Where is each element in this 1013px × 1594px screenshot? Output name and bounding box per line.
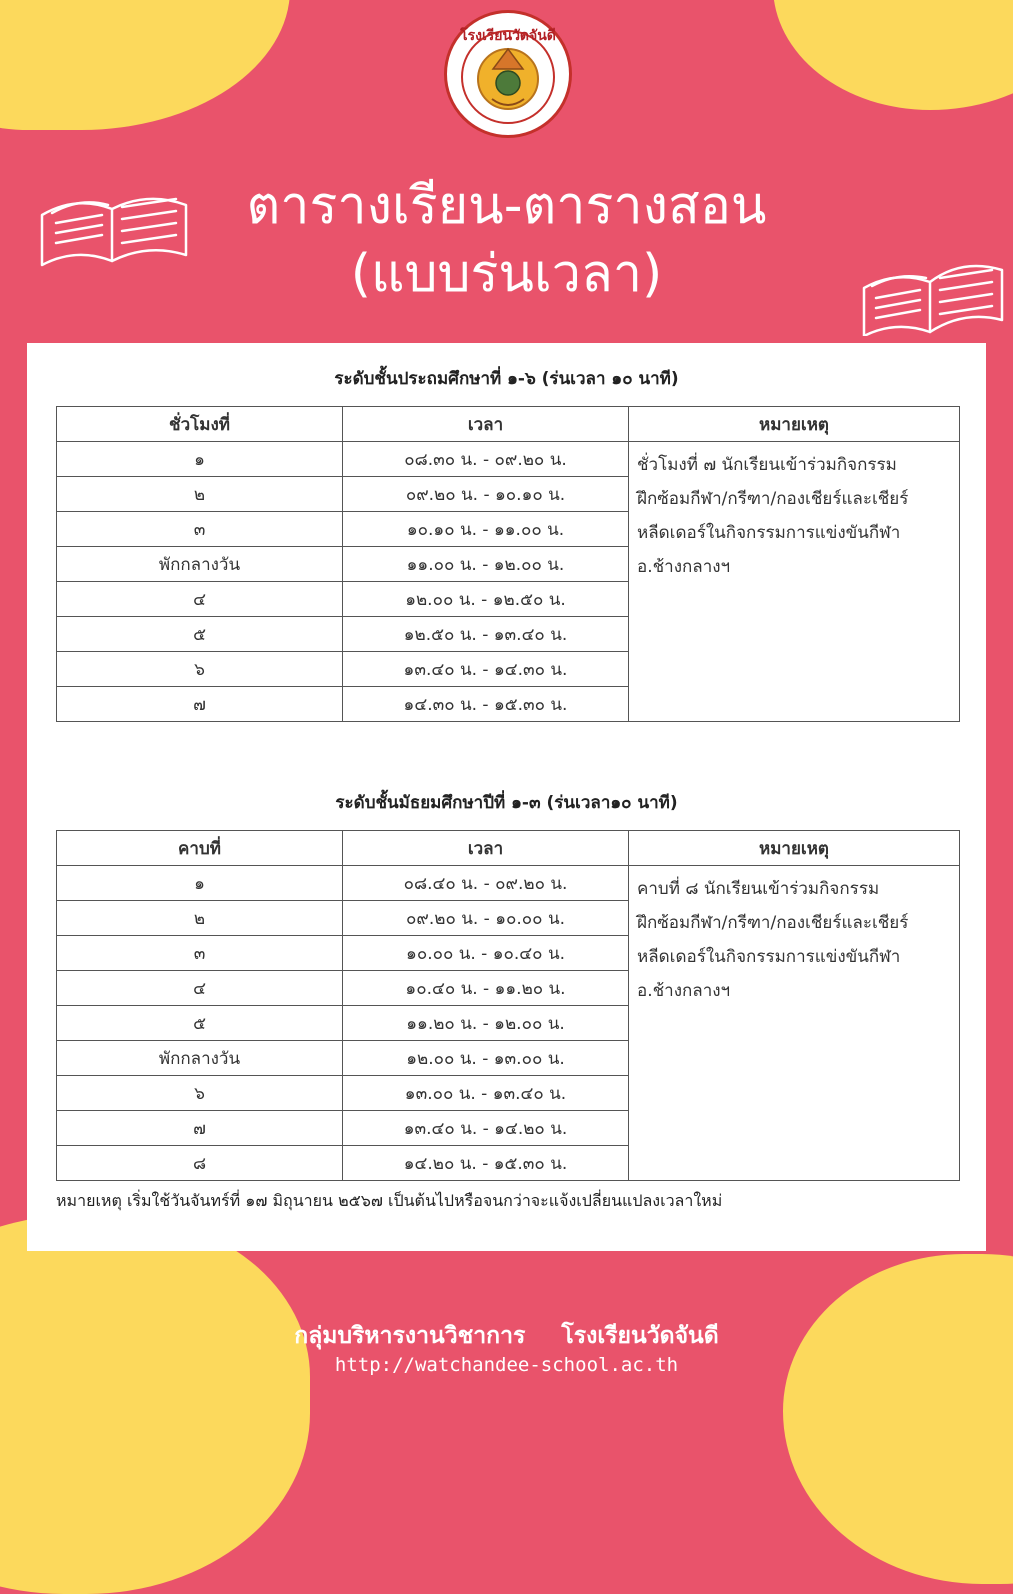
time-cell: ๐๘.๔๐ น. - ๐๙.๒๐ น. (343, 866, 629, 901)
footer-url-link[interactable]: http://watchandee-school.ac.th (334, 1354, 679, 1376)
column-header-time: เวลา (343, 831, 629, 866)
decor-blob-bottom-left (0, 1214, 310, 1594)
period-cell: ๓ (57, 512, 343, 547)
time-cell: ๑๒.๐๐ น. - ๑๓.๐๐ น. (343, 1041, 629, 1076)
period-cell: ๕ (57, 617, 343, 652)
footnote: หมายเหตุ เริ่มใช้วันจันทร์ที่ ๑๗ มิถุนายน ๒๕๖๗ เป็นต้นไปหรือจนกว่าจะแจ้งเปลี่ยนแปลงเวลาใหม่ (56, 1191, 723, 1210)
time-cell: ๑๐.๔๐ น. - ๑๑.๒๐ น. (343, 971, 629, 1006)
period-cell: ๖ (57, 652, 343, 687)
period-cell: ๔ (57, 971, 343, 1006)
decor-blob-top-right (773, 0, 1013, 110)
table-header-row (57, 407, 960, 442)
period-cell: ๔ (57, 582, 343, 617)
remark-line: ชั่วโมงที่ ๗ นักเรียนเข้าร่วมกิจกรรม (637, 455, 897, 475)
time-cell: ๐๙.๒๐ น. - ๑๐.๑๐ น. (343, 477, 629, 512)
remark-line: ฝึกซ้อมกีฬา/กรีฑา/กองเชียร์และเชียร์ (637, 489, 909, 509)
period-cell: พักกลางวัน (57, 547, 343, 582)
decor-blob-top-left (0, 0, 290, 130)
remark-line: อ.ช้างกลางฯ (637, 557, 731, 577)
time-cell: ๐๘.๓๐ น. - ๐๙.๒๐ น. (343, 442, 629, 477)
remark-cell (629, 442, 960, 722)
remark-line: หลีดเดอร์ในกิจกรรมการแข่งขันกีฬา (637, 947, 901, 967)
time-cell: ๑๓.๔๐ น. - ๑๔.๓๐ น. (343, 652, 629, 687)
period-cell: พักกลางวัน (57, 1041, 343, 1076)
time-cell: ๑๒.๐๐ น. - ๑๒.๕๐ น. (343, 582, 629, 617)
footer-department: กลุ่มบริหารงานวิชาการ (294, 1323, 526, 1349)
time-cell: ๑๓.๔๐ น. - ๑๔.๒๐ น. (343, 1111, 629, 1146)
column-header-time: เวลา (343, 407, 629, 442)
period-cell: ๗ (57, 1111, 343, 1146)
secondary-heading: ระดับชั้นมัธยมศึกษาปีที่ ๑-๓ (ร่นเวลา๑๐ นาที) (335, 793, 678, 813)
time-cell: ๑๑.๒๐ น. - ๑๒.๐๐ น. (343, 1006, 629, 1041)
time-cell: ๑๓.๐๐ น. - ๑๓.๔๐ น. (343, 1076, 629, 1111)
time-cell: ๐๙.๒๐ น. - ๑๐.๐๐ น. (343, 901, 629, 936)
time-cell: ๑๐.๐๐ น. - ๑๐.๔๐ น. (343, 936, 629, 971)
secondary-schedule-table (56, 830, 960, 1181)
period-cell: ๖ (57, 1076, 343, 1111)
period-cell: ๒ (57, 901, 343, 936)
table-row (57, 866, 960, 901)
time-cell: ๑๔.๓๐ น. - ๑๕.๓๐ น. (343, 687, 629, 722)
column-header-period: คาบที่ (57, 831, 343, 866)
page-title-line-1: ตารางเรียน-ตารางสอน (246, 176, 767, 236)
remark-line: คาบที่ ๘ นักเรียนเข้าร่วมกิจกรรม (637, 879, 880, 899)
decor-blob-bottom-right (783, 1254, 1013, 1584)
period-cell: ๓ (57, 936, 343, 971)
table-row (57, 442, 960, 477)
footer-organization (0, 1318, 1013, 1354)
column-header-remark: หมายเหตุ (629, 831, 960, 866)
period-cell: ๑ (57, 866, 343, 901)
period-cell: ๒ (57, 477, 343, 512)
remark-line: ฝึกซ้อมกีฬา/กรีฑา/กองเชียร์และเชียร์ (637, 913, 909, 933)
time-cell: ๑๑.๐๐ น. - ๑๒.๐๐ น. (343, 547, 629, 582)
primary-heading: ระดับชั้นประถมศึกษาที่ ๑-๖ (ร่นเวลา ๑๐ นาที) (334, 369, 679, 389)
column-header-period: ชั่วโมงที่ (57, 407, 343, 442)
time-cell: ๑๒.๕๐ น. - ๑๓.๔๐ น. (343, 617, 629, 652)
time-cell: ๑๔.๒๐ น. - ๑๕.๓๐ น. (343, 1146, 629, 1181)
remark-line: หลีดเดอร์ในกิจกรรมการแข่งขันกีฬา (637, 523, 901, 543)
table-header-row (57, 831, 960, 866)
schedule-sheet (27, 343, 986, 1251)
time-cell: ๑๐.๑๐ น. - ๑๑.๐๐ น. (343, 512, 629, 547)
remark-line: อ.ช้างกลางฯ (637, 981, 731, 1001)
column-header-remark: หมายเหตุ (629, 407, 960, 442)
school-logo (444, 10, 572, 138)
footer-school: โรงเรียนวัดจันดี (561, 1323, 719, 1349)
period-cell: ๘ (57, 1146, 343, 1181)
remark-cell (629, 866, 960, 1181)
logo-school-name: โรงเรียนวัดจันดี (460, 28, 556, 44)
period-cell: ๑ (57, 442, 343, 477)
period-cell: ๕ (57, 1006, 343, 1041)
period-cell: ๗ (57, 687, 343, 722)
primary-schedule-table (56, 406, 960, 722)
page-title-line-2: (แบบร่นเวลา) (350, 244, 663, 304)
